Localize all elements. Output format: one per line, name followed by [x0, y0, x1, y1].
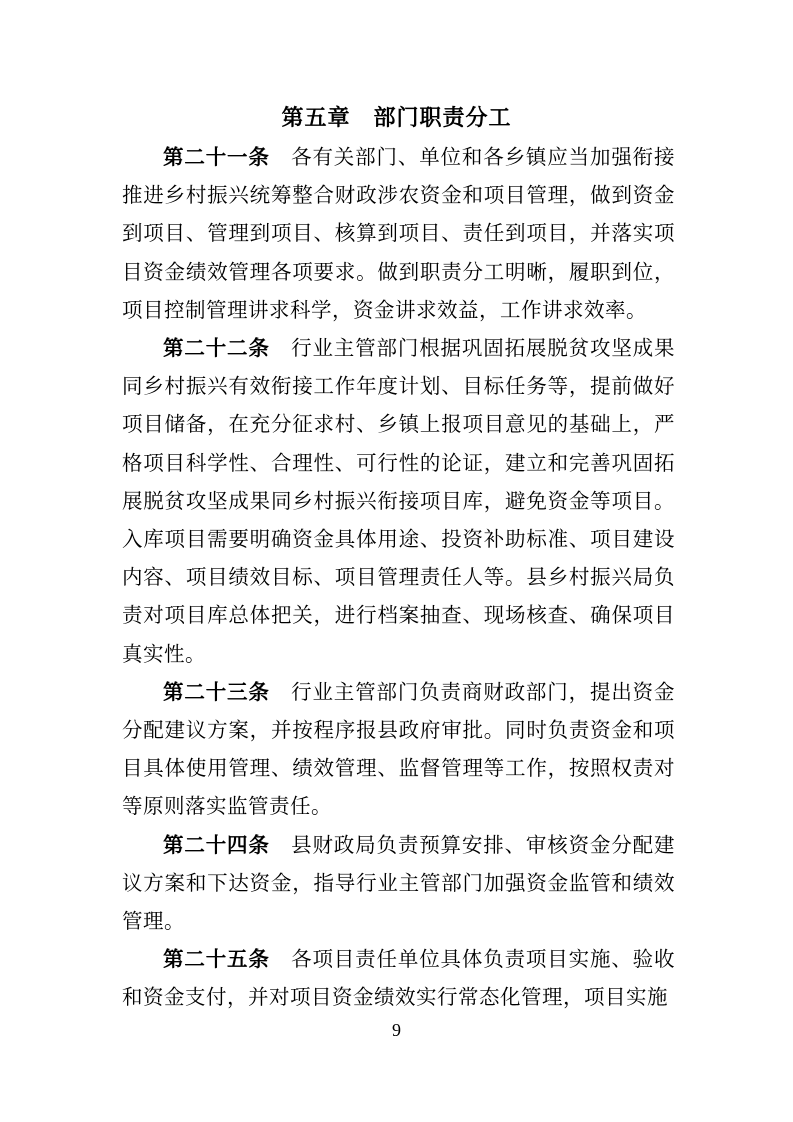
article-23 [122, 673, 675, 826]
article-number: 第二十三条 [163, 679, 270, 704]
article-text: 行业主管部门根据巩固拓展脱贫攻坚成果同乡村振兴有效衔接工作年度计划、目标任务等，提前做好项目储备，在充分征求村、乡镇上报项目意见的基础上，严格项目科学性、合理性、可行性的论证，建立和完善巩固拓展脱贫攻坚成果同乡村振兴衔接项目库，避免资金等项目。入库项目需要明确资金具体用途、投资补助标准、项目建设内容、项目绩效目标、项目管理责任人等。县乡村振兴局负责对项目库总体把关，进行档案抽查、现场核查、确保项目真实性。 [122, 336, 676, 666]
article-number: 第二十四条 [163, 832, 270, 857]
article-number: 第二十二条 [163, 336, 270, 361]
article-22 [122, 329, 675, 673]
chapter-title: 第五章 部门职责分工 [281, 105, 512, 131]
page-number: 9 [392, 1020, 401, 1040]
article-21 [122, 138, 675, 329]
article-text: 各项目责任单位具体负责项目实施、验收和资金支付，并对项目资金绩效实行常态化管理，项目实施 [122, 947, 676, 1010]
article-number: 第二十五条 [163, 947, 270, 972]
article-text: 县财政局负责预算安排、审核资金分配建议方案和下达资金，指导行业主管部门加强资金监管和绩效管理。 [122, 832, 676, 934]
article-25 [122, 940, 675, 1016]
article-text: 各有关部门、单位和各乡镇应当加强衔接推进乡村振兴统筹整合财政涉农资金和项目管理，做到资金到项目、管理到项目、核算到项目、责任到项目，并落实项目资金绩效管理各项要求。做到职责分工明晰，履职到位，项目控制管理讲求科学，资金讲求效益，工作讲求效率。 [122, 145, 676, 322]
article-24 [122, 826, 675, 941]
article-text: 行业主管部门负责商财政部门，提出资金分配建议方案，并按程序报县政府审批。同时负责资金和项目具体使用管理、绩效管理、监督管理等工作，按照权责对等原则落实监管责任。 [122, 679, 676, 819]
article-number: 第二十一条 [163, 145, 270, 169]
document-body [122, 138, 675, 1017]
